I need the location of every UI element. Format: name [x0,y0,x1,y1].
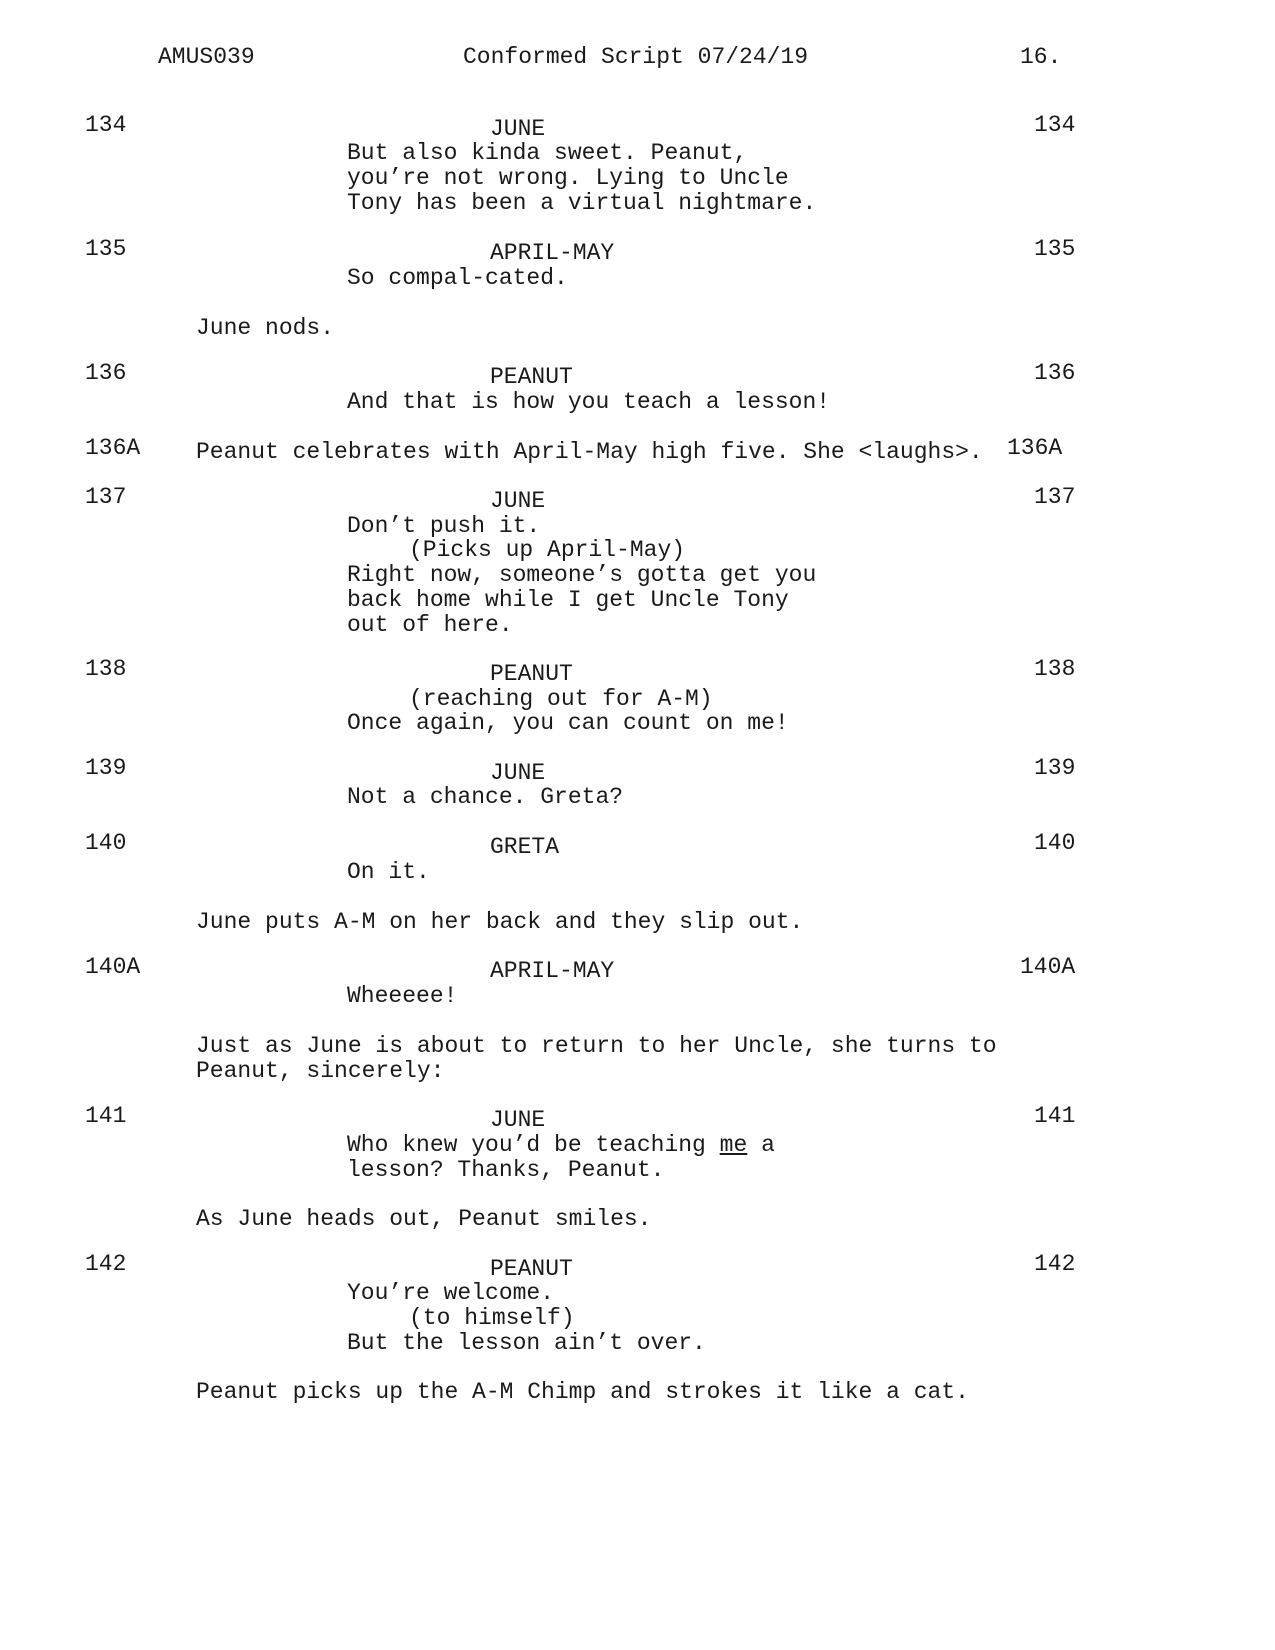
action-line: Peanut, sincerely: [196,1058,445,1084]
scene-number-left: 138 [85,656,127,682]
dialogue-line: And that is how you teach a lesson! [347,389,831,415]
dialogue-line: back home while I get Uncle Tony [347,587,789,613]
character-name: APRIL-MAY [490,958,615,984]
action-line: Peanut picks up the A-M Chimp and strokes it like a cat. [196,1379,969,1405]
scene-number-left: 135 [85,236,127,262]
action-line: June puts A-M on her back and they slip out. [196,909,804,935]
scene-number-right: 134 [1034,112,1076,138]
script-code: AMUS039 [158,44,255,70]
action-line: Just as June is about to return to her Uncle, she turns to [196,1033,997,1059]
scene-number-left: 139 [85,755,127,781]
dialogue-text: a [747,1132,775,1158]
character-name: APRIL-MAY [490,240,615,266]
parenthetical: (to himself) [409,1305,575,1331]
scene-number-right: 136 [1034,360,1076,386]
character-name: PEANUT [490,1256,573,1282]
scene-number-right: 142 [1034,1251,1076,1277]
dialogue-line: Once again, you can count on me! [347,710,789,736]
character-name: JUNE [490,488,546,514]
character-name: JUNE [490,116,546,142]
character-name: PEANUT [490,661,573,687]
scene-number-right: 136A [1007,435,1063,461]
dialogue-line: Right now, someone’s gotta get you [347,562,817,588]
character-name: GRETA [490,834,560,860]
character-name: PEANUT [490,364,573,390]
scene-number-right: 137 [1034,484,1076,510]
scene-number-left: 136A [85,435,141,461]
dialogue-line: On it. [347,859,430,885]
script-title: Conformed Script 07/24/19 [463,44,809,70]
scene-number-left: 137 [85,484,127,510]
scene-number-right: 140 [1034,830,1076,856]
dialogue-line: Wheeeee! [347,983,458,1009]
scene-number-right: 139 [1034,755,1076,781]
dialogue-line [347,1133,775,1158]
scene-number-right: 135 [1034,236,1076,262]
scene-number-left: 140 [85,830,127,856]
dialogue-line: So compal-cated. [347,265,568,291]
dialogue-line: out of here. [347,612,513,638]
dialogue-line: Tony has been a virtual nightmare. [347,190,817,216]
action-line: June nods. [196,315,335,341]
dialogue-line: lesson? Thanks, Peanut. [347,1157,665,1183]
dialogue-line: Don’t push it. [347,513,541,539]
character-name: JUNE [490,760,546,786]
dialogue-line: You’re welcome. [347,1280,555,1306]
dialogue-line: Not a chance. Greta? [347,784,624,810]
dialogue-text: Who knew you’d be teaching [347,1132,720,1158]
scene-number-right: 140A [1020,954,1076,980]
scene-number-left: 134 [85,112,127,138]
action-line: Peanut celebrates with April-May high five. She <laughs>. [196,439,983,465]
dialogue-line: But the lesson ain’t over. [347,1330,706,1356]
scene-number-left: 141 [85,1103,127,1129]
scene-number-right: 141 [1034,1103,1076,1129]
scene-number-left: 140A [85,954,141,980]
scene-number-right: 138 [1034,656,1076,682]
underlined-word: me [719,1132,748,1158]
page-number: 16. [1020,44,1062,70]
parenthetical: (Picks up April-May) [409,537,686,563]
character-name: JUNE [490,1107,546,1133]
scene-number-left: 142 [85,1251,127,1277]
action-line: As June heads out, Peanut smiles. [196,1206,652,1232]
scene-number-left: 136 [85,360,127,386]
dialogue-line: But also kinda sweet. Peanut, [347,140,748,166]
dialogue-line: you’re not wrong. Lying to Uncle [347,165,789,191]
parenthetical: (reaching out for A-M) [409,686,713,712]
